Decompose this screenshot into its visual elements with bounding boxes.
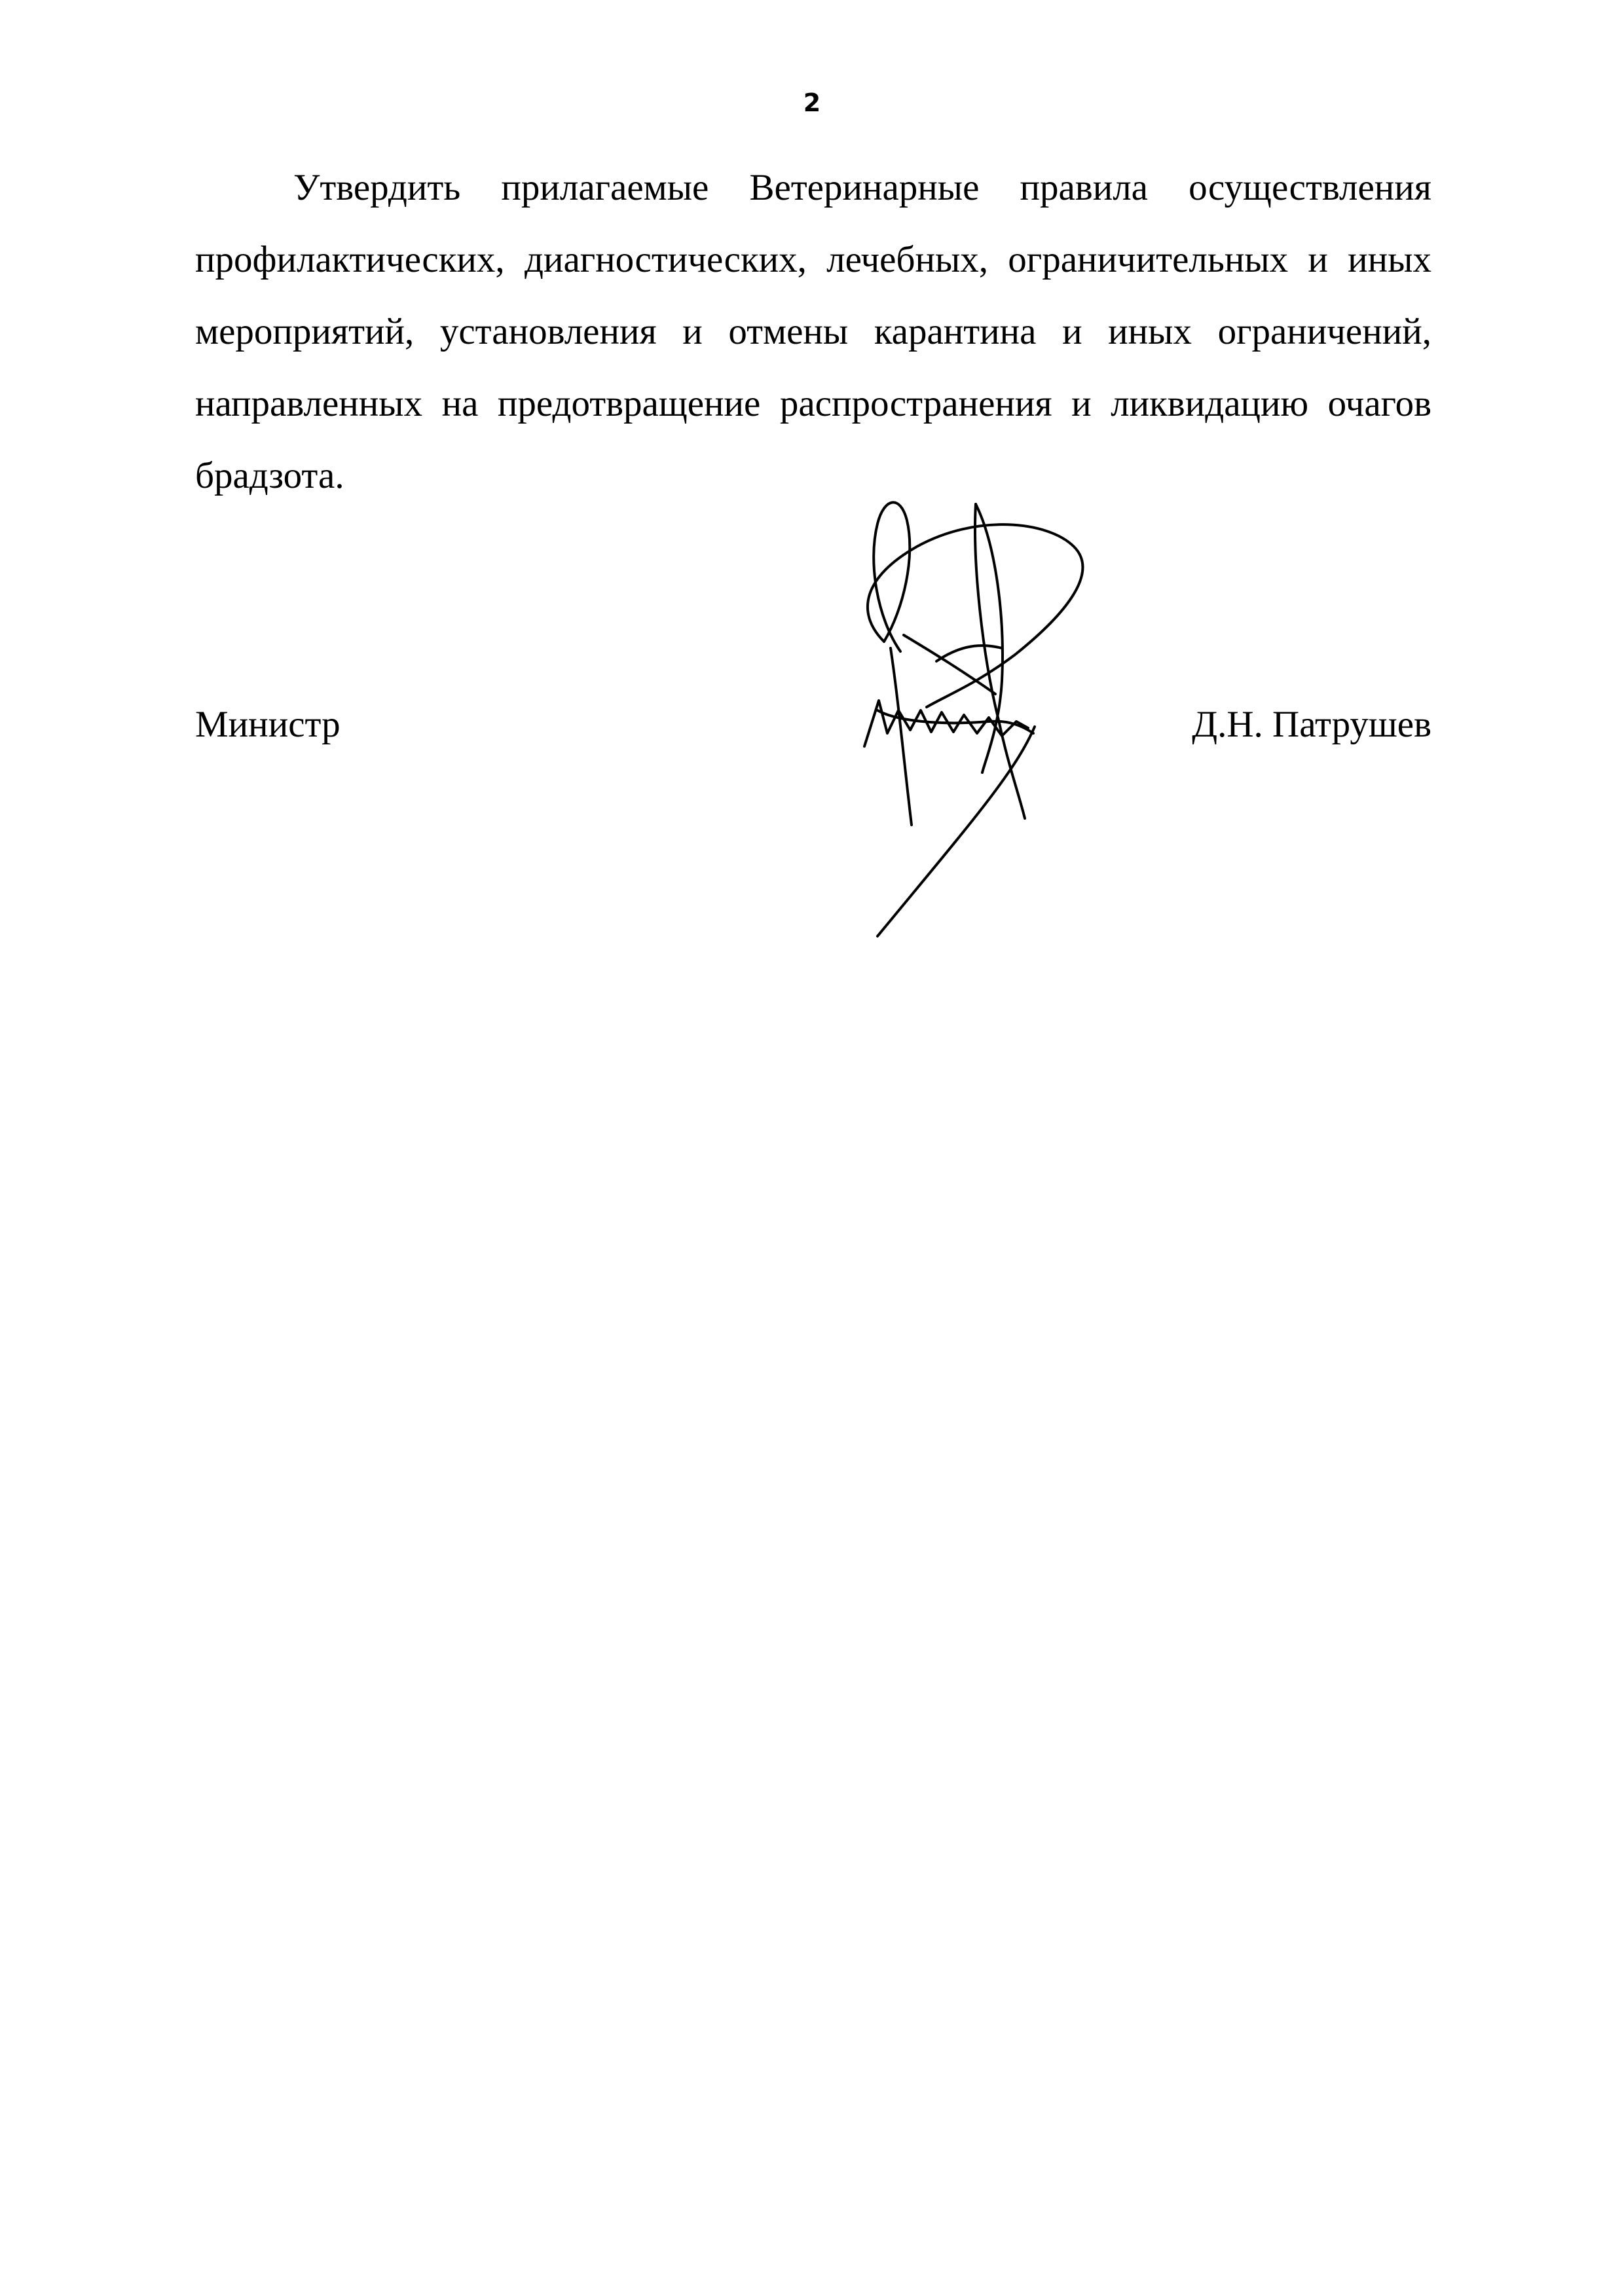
signature-icon — [838, 484, 1113, 943]
signature-block — [195, 695, 1431, 754]
signatory-name: Д.Н. Патрушев — [1192, 704, 1431, 745]
page-number: 2 — [803, 88, 821, 117]
body-paragraph: Утвердить прилагаемые Ветеринарные правила осуществления профилактических, диагностических, лечебных, ограничительных и иных мероприятий, установления и отмены карантина и иных ограничений, направленных на предотвращение распространения и ликвидацию очагов брадзота. — [195, 167, 1431, 496]
signatory-title: Министр — [195, 704, 341, 745]
